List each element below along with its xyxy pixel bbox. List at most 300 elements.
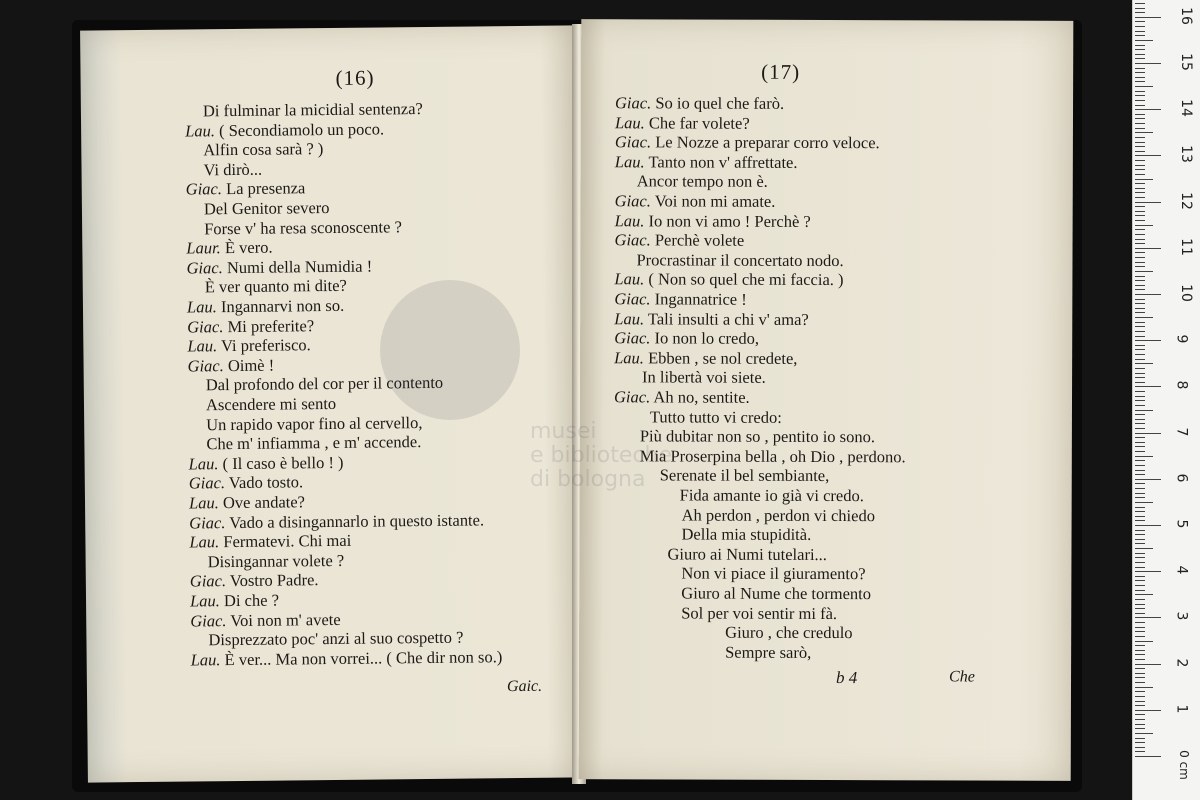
- text-line: [189, 492, 305, 513]
- line-text: Tali insulti a chi v' ama?: [647, 308, 809, 329]
- text-line: [186, 179, 306, 200]
- text-line: [203, 160, 262, 181]
- line-text: Giuro , che credulo: [725, 622, 853, 643]
- ruler-tick: [1135, 234, 1145, 235]
- line-text: Vado a disingannarlo in questo istante.: [229, 509, 485, 532]
- ruler-tick: [1135, 493, 1145, 494]
- text-line: [189, 473, 303, 494]
- speaker-name: Lau.: [614, 210, 645, 230]
- text-line: [187, 316, 314, 337]
- ruler-tick: [1135, 21, 1145, 22]
- text-line: [650, 407, 782, 427]
- ruler-number: 5: [1173, 519, 1190, 529]
- line-text: Vostro Padre.: [229, 570, 319, 591]
- ruler-tick: [1135, 35, 1145, 36]
- speaker-name: Lau.: [186, 297, 217, 317]
- ruler-tick: [1135, 146, 1145, 147]
- ruler-tick: [1135, 299, 1145, 300]
- text-line: [190, 591, 279, 612]
- ruler-tick: [1135, 40, 1153, 41]
- line-text: Della mia stupidità.: [681, 524, 812, 545]
- ruler-tick: [1135, 340, 1161, 341]
- ruler-number: 15: [1177, 53, 1194, 71]
- ruler-tick: [1135, 613, 1145, 614]
- ruler-number: 13: [1177, 145, 1194, 164]
- ruler-tick: [1135, 719, 1145, 720]
- ruler-tick: [1135, 511, 1145, 512]
- ruler-tick: [1135, 285, 1145, 286]
- ruler-tick: [1135, 132, 1153, 133]
- ruler-tick: [1135, 525, 1161, 526]
- ruler-tick: [1135, 534, 1145, 535]
- line-text: Io non lo credo,: [654, 328, 760, 348]
- speaker-name: Giac.: [189, 571, 227, 591]
- ruler-number: 12: [1177, 191, 1194, 210]
- text-line: [640, 427, 875, 448]
- ruler-tick: [1135, 188, 1145, 189]
- ruler-tick: [1135, 419, 1145, 420]
- ruler-tick: [1135, 31, 1145, 32]
- ruler-tick: [1135, 590, 1145, 591]
- ruler-number: 11: [1177, 237, 1194, 256]
- speaker-name: Lau.: [189, 532, 220, 552]
- ruler-tick: [1135, 710, 1161, 711]
- text-line: [681, 525, 811, 545]
- text-line: [682, 505, 875, 526]
- text-line: [206, 413, 422, 435]
- ruler-tick: [1135, 520, 1145, 521]
- ruler-number: 7: [1173, 427, 1190, 437]
- ruler-tick: [1135, 738, 1145, 739]
- ruler-number: 14: [1177, 99, 1194, 118]
- text-line: [615, 152, 798, 173]
- line-text: ( Non so quel che mi faccia. ): [648, 269, 844, 290]
- ruler-tick: [1135, 507, 1145, 508]
- line-text: In libertà voi siete.: [642, 367, 766, 388]
- line-text: Ingannatrice !: [654, 289, 747, 309]
- ruler-tick: [1135, 502, 1153, 503]
- text-line: [614, 270, 843, 291]
- line-text: Di fulminar la micidial sentenza?: [202, 99, 423, 121]
- ruler-number: 8: [1173, 380, 1190, 390]
- ruler-tick: [1135, 664, 1161, 665]
- text-line: [190, 571, 319, 592]
- ruler-tick: [1135, 465, 1145, 466]
- ruler-tick: [1135, 72, 1145, 73]
- speaker-name: Giac.: [187, 355, 224, 376]
- ruler-tick: [1135, 562, 1145, 563]
- line-text: ( Il caso è bello ! ): [222, 452, 344, 473]
- text-line: [615, 93, 784, 114]
- line-text: Serenate il bel sembiante,: [659, 465, 830, 486]
- ruler-tick: [1135, 479, 1161, 480]
- ruler-tick: [1135, 183, 1145, 184]
- text-line: [725, 623, 852, 643]
- ruler-tick: [1135, 433, 1161, 434]
- ruler-tick: [1135, 442, 1145, 443]
- text-line: [681, 583, 871, 604]
- ruler-tick: [1135, 728, 1145, 729]
- left-page: [80, 25, 582, 782]
- ruler-tick: [1135, 650, 1145, 651]
- text-line: [637, 172, 768, 192]
- line-text: Ove andate?: [222, 492, 306, 513]
- ruler-tick: [1135, 303, 1145, 304]
- ruler-tick: [1135, 687, 1153, 688]
- line-text: Ingannarvi non so.: [220, 295, 345, 317]
- ruler-tick: [1135, 580, 1145, 581]
- ruler-tick: [1135, 747, 1145, 748]
- text-line: [206, 394, 336, 415]
- ruler-tick: [1135, 220, 1145, 221]
- text-line: [203, 99, 423, 121]
- text-line: [206, 373, 444, 395]
- speaker-name: Giac.: [186, 257, 223, 278]
- line-text: So io quel che farò.: [655, 93, 785, 113]
- speaker-name: Giac.: [614, 289, 651, 309]
- ruler-tick: [1135, 123, 1145, 124]
- ruler-tick: [1135, 497, 1145, 498]
- right-page: [579, 19, 1074, 781]
- ruler-tick: [1135, 294, 1161, 295]
- text-line: [191, 647, 503, 670]
- line-text: La presenza: [225, 178, 306, 199]
- line-text: Disingannar volete ?: [207, 550, 345, 572]
- ruler-tick: [1135, 488, 1145, 489]
- ruler-number: 1: [1173, 704, 1190, 714]
- line-text: Più dubitar non so , pentito io sono.: [639, 426, 876, 447]
- line-text: Ascendere mi sento: [205, 393, 337, 415]
- ruler-tick: [1135, 331, 1145, 332]
- catchword-right: Che: [949, 668, 975, 686]
- speaker-name: Giac.: [188, 473, 226, 493]
- ruler-tick: [1135, 414, 1145, 415]
- ruler-tick: [1135, 516, 1145, 517]
- ruler-tick: [1135, 382, 1145, 383]
- ruler-tick: [1135, 576, 1145, 577]
- text-line: [636, 250, 843, 271]
- line-text: Ah perdon , perdon vi chiedo: [681, 505, 876, 525]
- ruler-number: 9: [1173, 334, 1190, 344]
- ruler-tick: [1135, 682, 1145, 683]
- text-line: [189, 531, 351, 553]
- text-line: [660, 466, 830, 487]
- ruler-tick: [1135, 91, 1145, 92]
- ruler-tick: [1135, 322, 1145, 323]
- ruler-tick: [1135, 229, 1145, 230]
- line-text: Che m' infiamma , e m' accende.: [206, 432, 422, 454]
- line-text: Un rapido vapor fino al cervello,: [206, 412, 423, 434]
- ruler-tick: [1135, 594, 1153, 595]
- ruler-tick: [1135, 326, 1145, 327]
- ruler-tick: [1135, 363, 1153, 364]
- ruler-tick: [1135, 677, 1145, 678]
- ruler-number: 3: [1173, 611, 1190, 621]
- speaker-name: Lau.: [188, 453, 219, 474]
- ruler-tick: [1135, 437, 1145, 438]
- line-text: Ah no, sentite.: [653, 387, 750, 407]
- ruler-tick: [1135, 317, 1153, 318]
- line-text: È ver quanto mi dite?: [204, 276, 347, 297]
- speaker-name: Lau.: [187, 336, 218, 356]
- ruler-tick: [1135, 543, 1145, 544]
- ruler-tick: [1135, 396, 1145, 397]
- speaker-name: Lau.: [614, 308, 645, 328]
- ruler-tick: [1135, 530, 1145, 531]
- ruler-tick: [1135, 701, 1145, 702]
- line-text: Sempre sarò,: [725, 642, 812, 662]
- line-text: Fida amante io già vi credo.: [679, 485, 864, 506]
- ruler-tick: [1135, 262, 1145, 263]
- ruler-tick: [1135, 174, 1145, 175]
- line-text: Ancor tempo non è.: [636, 171, 768, 192]
- ruler-tick: [1135, 604, 1145, 605]
- ruler-unit-label: 0 cm: [1176, 750, 1191, 780]
- ruler-tick: [1135, 312, 1145, 313]
- text-line: [205, 276, 347, 297]
- ruler-tick: [1135, 118, 1145, 119]
- speaker-name: Lau.: [614, 152, 645, 172]
- ruler-tick: [1135, 756, 1161, 757]
- ruler-tick: [1135, 225, 1153, 226]
- text-line: [615, 211, 811, 232]
- line-text: Io non vi amo ! Perchè ?: [648, 210, 811, 231]
- line-text: ( Secondiamolo un poco.: [218, 119, 385, 140]
- text-line: [725, 642, 811, 662]
- ruler-tick: [1135, 456, 1153, 457]
- line-text: Fermatevi. Chi mai: [223, 530, 352, 552]
- ruler-tick: [1135, 405, 1145, 406]
- ruler-tick: [1135, 673, 1145, 674]
- ruler-tick: [1135, 627, 1145, 628]
- ruler-tick: [1135, 553, 1145, 554]
- text-line: [185, 119, 384, 141]
- ruler-tick: [1135, 354, 1145, 355]
- speaker-name: Giac.: [614, 328, 651, 348]
- line-text: Tanto non v' affrettate.: [648, 152, 798, 172]
- ruler-tick: [1135, 659, 1145, 660]
- line-text: Oimè !: [227, 355, 275, 375]
- ruler-tick: [1135, 474, 1145, 475]
- ruler-tick: [1135, 705, 1145, 706]
- text-line: [681, 564, 865, 585]
- ruler-tick: [1135, 622, 1145, 623]
- ruler-tick: [1135, 248, 1161, 249]
- ruler-tick: [1135, 12, 1145, 13]
- ruler-tick: [1135, 336, 1145, 337]
- speaker-name: Giac.: [614, 132, 652, 152]
- ruler-tick: [1135, 26, 1145, 27]
- speaker-name: Giac.: [189, 512, 226, 533]
- ruler-number: 2: [1173, 658, 1190, 668]
- ruler-tick: [1135, 345, 1145, 346]
- ruler-number: 6: [1173, 473, 1190, 483]
- speaker-name: Giac.: [614, 230, 651, 250]
- ruler-tick: [1135, 391, 1145, 392]
- ruler-tick: [1135, 280, 1145, 281]
- ruler-tick: [1135, 243, 1145, 244]
- text-line: [615, 113, 750, 133]
- ruler-tick: [1135, 8, 1145, 9]
- ruler-tick: [1135, 95, 1145, 96]
- ruler-tick: [1135, 49, 1145, 50]
- ruler-number: 16: [1177, 6, 1194, 25]
- ruler-tick: [1135, 654, 1145, 655]
- ruler-tick: [1135, 109, 1161, 110]
- text-line: [667, 544, 827, 565]
- ruler-tick: [1135, 733, 1153, 734]
- ruler-tick: [1135, 696, 1145, 697]
- speaker-name: Lau.: [614, 269, 645, 289]
- line-text: Vi preferisco.: [220, 335, 311, 356]
- ruler-tick: [1135, 548, 1153, 549]
- ruler-tick: [1135, 470, 1145, 471]
- ruler-tick: [1135, 451, 1145, 452]
- ruler-tick: [1135, 585, 1145, 586]
- ruler-tick: [1135, 368, 1145, 369]
- text-line: [614, 387, 750, 407]
- text-line: [204, 217, 402, 239]
- ruler-tick: [1135, 206, 1145, 207]
- text-line: [189, 510, 484, 533]
- ruler-tick: [1135, 252, 1145, 253]
- ruler-tick: [1135, 211, 1145, 212]
- line-text: È ver... Ma non vorrei... ( Che dir non so.): [224, 647, 503, 669]
- ruler-tick: [1135, 151, 1145, 152]
- ruler-tick: [1135, 63, 1161, 64]
- line-text: Vi dirò...: [203, 159, 263, 180]
- ruler-tick: [1135, 410, 1153, 411]
- ruler-tick: [1135, 349, 1145, 350]
- text-line: [187, 355, 274, 376]
- text-line: [186, 256, 372, 278]
- line-text: Voi non mi amate.: [654, 191, 776, 211]
- text-line: [614, 348, 797, 369]
- ruler-tick: [1135, 377, 1145, 378]
- text-line: [615, 191, 776, 212]
- speaker-name: Giac.: [615, 93, 652, 113]
- ruler-tick: [1135, 428, 1145, 429]
- ruler-tick: [1135, 423, 1145, 424]
- ruler-tick: [1135, 724, 1145, 725]
- ruler-tick: [1135, 446, 1145, 447]
- ruler-tick: [1135, 308, 1145, 309]
- line-text: Giuro al Nume che tormento: [681, 583, 872, 604]
- ruler-tick: [1135, 373, 1145, 374]
- ruler-tick: [1135, 289, 1145, 290]
- speaker-name: Lau.: [190, 649, 221, 670]
- line-text: Disprezzato poc' anzi al suo cospetto ?: [208, 627, 464, 650]
- speaker-name: Lau.: [188, 493, 219, 513]
- line-text: Vado tosto.: [228, 472, 304, 493]
- ruler-tick: [1135, 608, 1145, 609]
- ruler-tick: [1135, 202, 1161, 203]
- measurement-ruler: [1132, 0, 1200, 800]
- ruler-tick: [1135, 539, 1145, 540]
- ruler-tick: [1135, 165, 1145, 166]
- ruler-tick: [1135, 266, 1145, 267]
- ruler-tick: [1135, 742, 1145, 743]
- text-line: [189, 453, 344, 475]
- line-text: Forse v' ha resa sconoscente ?: [204, 216, 402, 238]
- speaker-name: Giac.: [614, 191, 651, 211]
- ruler-number: 4: [1173, 565, 1190, 575]
- ruler-tick: [1135, 169, 1145, 170]
- text-line: [190, 610, 341, 632]
- line-text: Voi non m' avete: [230, 609, 341, 630]
- ruler-tick: [1135, 571, 1161, 572]
- speaker-name: Lau.: [614, 112, 645, 132]
- signature-mark: b 4: [835, 668, 858, 688]
- ruler-tick: [1135, 483, 1145, 484]
- ruler-tick: [1135, 45, 1145, 46]
- text-line: [681, 603, 837, 624]
- ruler-tick: [1135, 155, 1161, 156]
- text-line: [186, 238, 272, 259]
- line-text: Non vi piace il giuramento?: [681, 563, 866, 584]
- text-line: [208, 551, 345, 572]
- speaker-name: Giac.: [187, 316, 224, 337]
- ruler-tick: [1135, 77, 1145, 78]
- speaker-name: Laur.: [186, 238, 221, 258]
- text-line: [203, 139, 323, 160]
- line-text: Che far volete?: [648, 112, 750, 133]
- ruler-tick: [1135, 100, 1145, 101]
- text-line: [614, 328, 759, 349]
- line-text: È vero.: [224, 237, 273, 258]
- line-text: Mi preferite?: [227, 315, 315, 336]
- ruler-tick: [1135, 3, 1145, 4]
- ruler-tick: [1135, 179, 1153, 180]
- speaker-name: Lau.: [189, 591, 220, 611]
- line-text: Sol per voi sentir mi fà.: [681, 603, 838, 623]
- line-text: Perchè volete: [654, 230, 745, 250]
- ruler-tick: [1135, 17, 1161, 18]
- ruler-tick: [1135, 751, 1145, 752]
- speaker-name: Lau.: [614, 348, 644, 368]
- line-text: Tutto tutto vi credo:: [649, 406, 782, 427]
- text-line: [187, 335, 311, 356]
- line-text: Procrastinar il concertato nodo.: [636, 250, 844, 270]
- speaker-name: Giac.: [185, 179, 223, 199]
- ruler-tick: [1135, 460, 1145, 461]
- text-line: [614, 309, 809, 330]
- line-text: Le Nozze a preparar corro veloce.: [655, 132, 880, 153]
- speaker-name: Giac.: [190, 610, 227, 631]
- ruler-tick: [1135, 599, 1145, 600]
- ruler-tick: [1135, 636, 1145, 637]
- text-line: [642, 368, 766, 388]
- ruler-tick: [1135, 567, 1145, 568]
- line-text: Del Genitor severo: [203, 198, 330, 219]
- ruler-tick: [1135, 714, 1145, 715]
- ruler-tick: [1135, 631, 1145, 632]
- ruler-tick: [1135, 239, 1145, 240]
- ruler-tick: [1135, 114, 1145, 115]
- text-line: [206, 432, 421, 454]
- line-text: Giuro ai Numi tutelari...: [667, 544, 827, 564]
- ruler-tick: [1135, 641, 1153, 642]
- ruler-tick: [1135, 215, 1145, 216]
- line-text: Alfin cosa sarà ? ): [203, 139, 324, 160]
- ruler-tick: [1135, 557, 1145, 558]
- text-line: [640, 446, 906, 467]
- ruler-tick: [1135, 359, 1145, 360]
- ruler-tick: [1135, 192, 1145, 193]
- ruler-tick: [1135, 197, 1145, 198]
- ruler-tick: [1135, 137, 1145, 138]
- catchword-left: Gaic.: [506, 677, 543, 696]
